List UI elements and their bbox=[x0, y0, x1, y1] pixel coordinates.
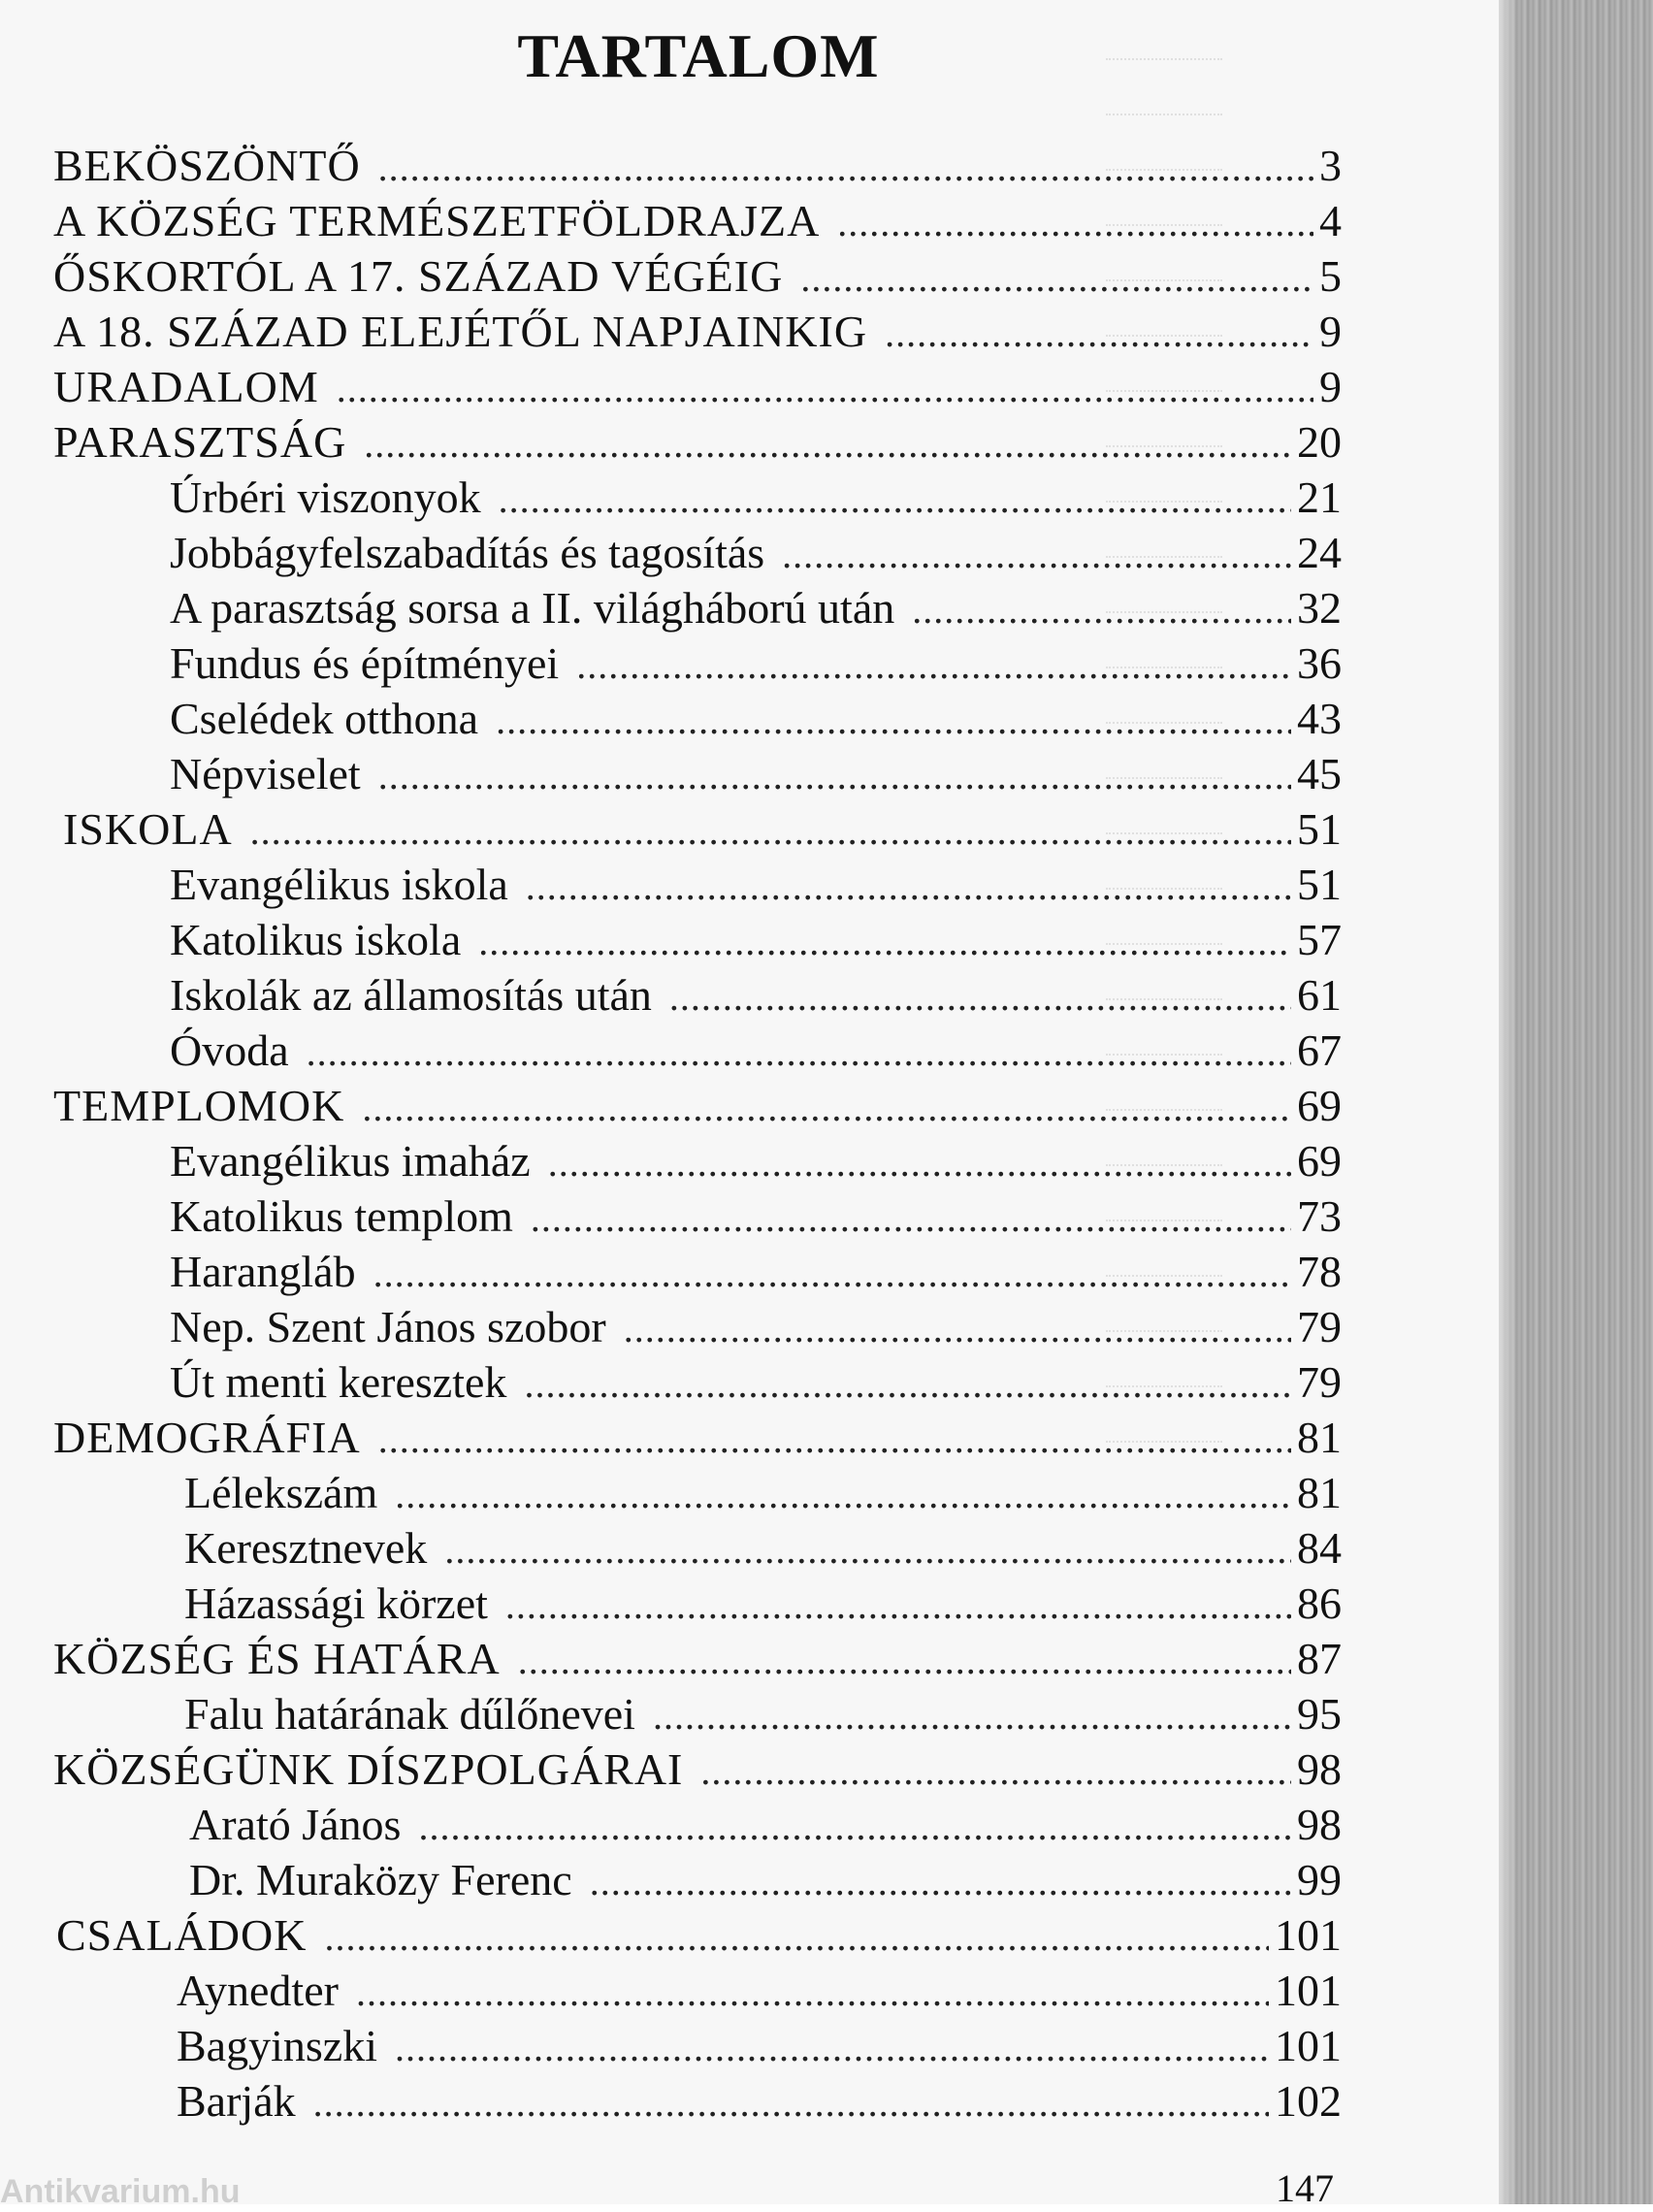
dot-leader bbox=[653, 1688, 1291, 1743]
toc-entry-page: 86 bbox=[1297, 1578, 1342, 1628]
toc-entry-page: 101 bbox=[1275, 2021, 1342, 2070]
dot-leader bbox=[590, 1854, 1291, 1909]
toc-entry-title: URADALOM bbox=[53, 362, 319, 411]
toc-entry-page: 73 bbox=[1297, 1191, 1342, 1241]
toc-entry bbox=[170, 525, 1342, 580]
dot-leader bbox=[395, 2020, 1269, 2075]
toc-entry-title: Házassági körzet bbox=[184, 1578, 488, 1628]
dot-leader bbox=[526, 859, 1291, 914]
toc-entry bbox=[184, 1465, 1342, 1520]
dot-leader bbox=[669, 969, 1291, 1025]
toc-entry bbox=[170, 1023, 1342, 1078]
toc-entry bbox=[184, 1686, 1342, 1741]
dot-leader bbox=[313, 2075, 1269, 2131]
toc-entry bbox=[170, 1244, 1342, 1299]
toc-entry bbox=[53, 359, 1342, 414]
dot-leader bbox=[378, 140, 1313, 195]
toc-entry-title: CSALÁDOK bbox=[56, 1910, 308, 1960]
toc-entry bbox=[53, 1078, 1342, 1133]
toc-entry-title: Arató János bbox=[189, 1800, 402, 1849]
dot-leader bbox=[524, 1356, 1291, 1412]
toc-entry bbox=[184, 1520, 1342, 1576]
dot-leader bbox=[478, 914, 1291, 969]
dot-leader bbox=[395, 1467, 1291, 1522]
toc-entry-page: 36 bbox=[1297, 638, 1342, 688]
dot-leader bbox=[885, 306, 1313, 361]
toc-entry-title: Népviselet bbox=[170, 749, 361, 798]
toc-entry-title: DEMOGRÁFIA bbox=[53, 1413, 361, 1462]
toc-entry-page: 43 bbox=[1297, 694, 1342, 743]
toc-entry-page: 87 bbox=[1297, 1634, 1342, 1683]
toc-entry-title: KÖZSÉGÜNK DÍSZPOLGÁRAI bbox=[53, 1744, 684, 1794]
toc-entry-page: 32 bbox=[1297, 583, 1342, 633]
page-title: TARTALOM bbox=[517, 21, 880, 90]
toc-entry bbox=[170, 746, 1342, 801]
toc-entry bbox=[53, 248, 1342, 304]
page-edge-strip bbox=[1499, 0, 1653, 2204]
toc-entry bbox=[53, 193, 1342, 248]
dot-leader bbox=[518, 1633, 1291, 1688]
dot-leader bbox=[250, 803, 1291, 859]
toc-entry-title: TEMPLOMOK bbox=[53, 1081, 345, 1130]
dot-leader bbox=[531, 1190, 1291, 1246]
toc-entry-page: 5 bbox=[1319, 251, 1342, 301]
toc-entry bbox=[170, 1133, 1342, 1188]
toc-entry-title: Aynedter bbox=[177, 1966, 339, 2015]
dot-leader bbox=[378, 1412, 1291, 1467]
toc-entry-title: ISKOLA bbox=[63, 804, 233, 854]
toc-entry-title: BEKÖSZÖNTŐ bbox=[53, 141, 361, 190]
dot-leader bbox=[324, 1909, 1269, 1965]
toc-entry-title: A parasztság sorsa a II. világháború után bbox=[170, 583, 895, 633]
toc-entry-page: 21 bbox=[1297, 472, 1342, 522]
toc-entry bbox=[170, 857, 1342, 912]
toc-entry-title: Katolikus templom bbox=[170, 1191, 513, 1241]
toc-entry-title: ŐSKORTÓL A 17. SZÁZAD VÉGÉIG bbox=[53, 251, 784, 301]
toc-entry bbox=[63, 801, 1342, 857]
dot-leader bbox=[499, 472, 1291, 527]
toc-entry-page: 78 bbox=[1297, 1247, 1342, 1296]
toc-entry-title: Lélekszám bbox=[184, 1468, 378, 1517]
dot-leader bbox=[307, 1025, 1291, 1080]
toc-entry-title: Barják bbox=[177, 2076, 296, 2126]
page-edge-shadow bbox=[1499, 0, 1518, 2204]
toc-entry bbox=[177, 2073, 1342, 2129]
toc-entry-page: 101 bbox=[1275, 1966, 1342, 2015]
toc-entry-title: Katolikus iskola bbox=[170, 915, 462, 964]
toc-entry-page: 69 bbox=[1297, 1136, 1342, 1186]
toc-entry-title: Nep. Szent János szobor bbox=[170, 1302, 606, 1351]
toc-entry bbox=[53, 138, 1342, 193]
toc-entry bbox=[170, 635, 1342, 691]
toc-entry bbox=[170, 1188, 1342, 1244]
toc-entry-title: Evangélikus imaház bbox=[170, 1136, 531, 1186]
toc-entry bbox=[56, 1907, 1342, 1963]
dot-leader bbox=[800, 250, 1313, 306]
toc-entry bbox=[170, 580, 1342, 635]
toc-entry bbox=[53, 304, 1342, 359]
toc-entry-page: 69 bbox=[1297, 1081, 1342, 1130]
dot-leader bbox=[356, 1965, 1269, 2020]
toc-entry-title: Harangláb bbox=[170, 1247, 356, 1296]
toc-entry bbox=[170, 912, 1342, 967]
toc-entry-title: Jobbágyfelszabadítás és tagosítás bbox=[170, 528, 765, 577]
dot-leader bbox=[912, 582, 1291, 637]
page-number: 147 bbox=[1276, 2166, 1334, 2210]
toc-entry-page: 95 bbox=[1297, 1689, 1342, 1739]
toc-entry-page: 98 bbox=[1297, 1744, 1342, 1794]
toc-entry-title: Iskolák az államosítás után bbox=[170, 970, 652, 1020]
toc-entry-page: 51 bbox=[1297, 860, 1342, 909]
dot-leader bbox=[576, 637, 1291, 693]
toc-entry-page: 67 bbox=[1297, 1025, 1342, 1075]
toc-entry-title: A KÖZSÉG TERMÉSZETFÖLDRAJZA bbox=[53, 196, 821, 245]
toc-entry-page: 84 bbox=[1297, 1523, 1342, 1573]
dot-leader bbox=[624, 1301, 1291, 1356]
toc-entry-page: 24 bbox=[1297, 528, 1342, 577]
toc-entry bbox=[177, 2018, 1342, 2073]
toc-entry-title: Keresztnevek bbox=[184, 1523, 428, 1573]
toc-entry-page: 3 bbox=[1319, 141, 1342, 190]
toc-entry-page: 45 bbox=[1297, 749, 1342, 798]
watermark: Antikvarium.hu bbox=[0, 2173, 241, 2210]
dot-leader bbox=[700, 1743, 1291, 1799]
dot-leader bbox=[505, 1578, 1291, 1633]
dot-leader bbox=[496, 693, 1291, 748]
toc-entry-title: Úrbéri viszonyok bbox=[170, 472, 481, 522]
dot-leader bbox=[378, 748, 1291, 803]
toc-entry-page: 101 bbox=[1275, 1910, 1342, 1960]
toc-entry-title: Fundus és építményei bbox=[170, 638, 560, 688]
toc-entry-page: 81 bbox=[1297, 1413, 1342, 1462]
toc-entry-page: 98 bbox=[1297, 1800, 1342, 1849]
toc-entry bbox=[189, 1852, 1342, 1907]
toc-entry-page: 57 bbox=[1297, 915, 1342, 964]
toc-entry bbox=[53, 1410, 1342, 1465]
dot-leader bbox=[837, 195, 1313, 250]
toc-entry-page: 9 bbox=[1319, 362, 1342, 411]
toc-entry bbox=[177, 1963, 1342, 2018]
toc-entry bbox=[53, 1741, 1342, 1797]
toc-entry bbox=[170, 967, 1342, 1023]
toc-entry-page: 102 bbox=[1275, 2076, 1342, 2126]
toc-entry-page: 99 bbox=[1297, 1855, 1342, 1904]
dot-leader bbox=[418, 1799, 1291, 1854]
toc-entry-title: A 18. SZÁZAD ELEJÉTŐL NAPJAINKIG bbox=[53, 307, 868, 356]
toc-entry-page: 9 bbox=[1319, 307, 1342, 356]
dot-leader bbox=[444, 1522, 1291, 1578]
toc-entry-page: 61 bbox=[1297, 970, 1342, 1020]
toc-entry bbox=[170, 470, 1342, 525]
toc-entry-page: 4 bbox=[1319, 196, 1342, 245]
toc-entry bbox=[53, 1631, 1342, 1686]
dot-leader bbox=[373, 1246, 1291, 1301]
toc-entry bbox=[170, 691, 1342, 746]
dot-leader bbox=[364, 416, 1291, 472]
toc-entry-page: 51 bbox=[1297, 804, 1342, 854]
toc-entry-page: 81 bbox=[1297, 1468, 1342, 1517]
dot-leader bbox=[782, 527, 1291, 582]
toc-entry-title: Evangélikus iskola bbox=[170, 860, 508, 909]
toc-entry-title: Óvoda bbox=[170, 1025, 289, 1075]
toc-entry bbox=[53, 414, 1342, 470]
toc-entry bbox=[170, 1299, 1342, 1354]
toc-entry bbox=[189, 1797, 1342, 1852]
toc-entry-page: 79 bbox=[1297, 1357, 1342, 1407]
toc-entry-title: Cselédek otthona bbox=[170, 694, 479, 743]
toc-entry bbox=[184, 1576, 1342, 1631]
toc-entry bbox=[170, 1354, 1342, 1410]
toc-entry-title: Bagyinszki bbox=[177, 2021, 377, 2070]
toc-entry-page: 20 bbox=[1297, 417, 1342, 467]
toc-entry-title: PARASZTSÁG bbox=[53, 417, 347, 467]
toc-entry-title: Dr. Muraközy Ferenc bbox=[189, 1855, 572, 1904]
dot-leader bbox=[548, 1135, 1291, 1190]
dot-leader bbox=[337, 361, 1313, 416]
toc-entry-title: Falu határának dűlőnevei bbox=[184, 1689, 635, 1739]
dot-leader bbox=[362, 1080, 1291, 1135]
toc-entry-title: KÖZSÉG ÉS HATÁRA bbox=[53, 1634, 501, 1683]
toc-entry-page: 79 bbox=[1297, 1302, 1342, 1351]
toc-entry-title: Út menti keresztek bbox=[170, 1357, 507, 1407]
